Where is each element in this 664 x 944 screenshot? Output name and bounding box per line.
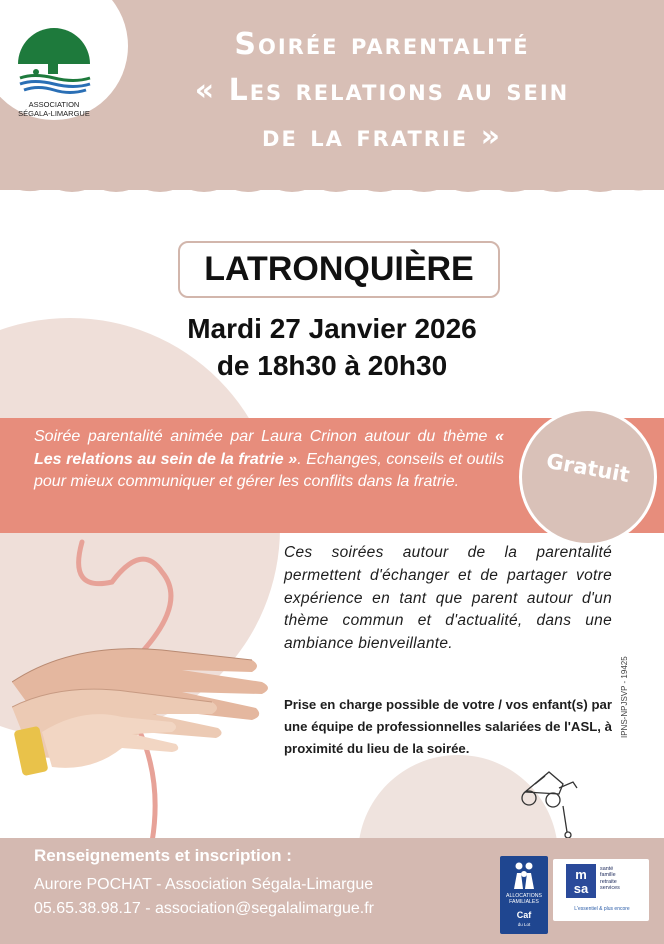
footer-contact	[34, 873, 374, 921]
description-text	[34, 426, 504, 494]
contact-phone-email[interactable]: 05.65.38.98.17 - association@segalalimargue.fr	[34, 900, 374, 917]
page-title	[104, 22, 660, 160]
caf-name: Caf	[516, 910, 532, 920]
event-date-block	[100, 310, 564, 384]
print-reference: IPNS-NPJSVP - 19425	[620, 656, 629, 738]
description-theme: « Les relations au sein de la fratrie »	[34, 428, 504, 468]
title-line-2: « Les relations au sein	[194, 73, 570, 108]
caf-label-line1: ALLOCATIONS	[506, 893, 542, 899]
msa-line1: santé	[600, 866, 614, 872]
caf-label	[500, 893, 548, 905]
scalloped-edge	[0, 168, 664, 200]
msa-line4: services	[600, 885, 620, 892]
hands-heart-illustration	[12, 532, 292, 842]
msa-tagline: L'essentiel & plus encore	[574, 906, 630, 912]
caf-family-icon	[511, 861, 537, 891]
caf-label-line2: FAMILIALES	[509, 899, 539, 905]
contact-person: Aurore POCHAT - Association Ségala-Limargue	[34, 876, 374, 893]
event-date: Mardi 27 Janvier 2026	[187, 313, 477, 344]
msa-mark-icon	[566, 864, 596, 898]
msa-line3: retraite	[600, 878, 617, 885]
logo-caption-line1: ASSOCIATION	[28, 100, 80, 109]
msa-line2: famille	[600, 872, 616, 879]
description-intro: Soirée parentalité animée par Laura Crinon autour du thème	[34, 428, 496, 445]
event-location: LATRONQUIÈRE	[178, 241, 500, 298]
svg-text:m: m	[575, 867, 587, 882]
event-time: de 18h30 à 20h30	[216, 350, 448, 381]
footer-title: Renseignements et inscription :	[34, 846, 292, 865]
childcare-paragraph: Prise en charge possible de votre / vos enfant(s) par une équipe de professionnelles salariées de l'ASL, à proximité du lieu de la soirée.	[284, 697, 612, 756]
logo-caption-line2: SÉGALA-LIMARGUE	[18, 109, 90, 118]
title-line-3: de la fratrie »	[262, 119, 502, 154]
body-paragraph: Ces soirées autour de la parentalité permettent d'échanger et de partager votre expérience en tant que parent autour d'un thème commun et d'actualité, dans une ambiance bienveillante.	[284, 544, 612, 653]
caf-region: du Lot	[517, 922, 531, 927]
free-badge-label: Gratuit	[544, 448, 632, 488]
msa-services	[600, 866, 648, 892]
title-line-1: Soirée parentalité	[234, 27, 530, 62]
description-rest: . Echanges, conseils et outils pour mieux communiquer et gérer les conflits dans la fratrie.	[34, 450, 505, 490]
logo-caption	[6, 100, 102, 118]
svg-text:sa: sa	[573, 881, 589, 896]
toy-tractor-sketch-icon	[515, 762, 585, 840]
association-logo-icon	[14, 26, 94, 98]
